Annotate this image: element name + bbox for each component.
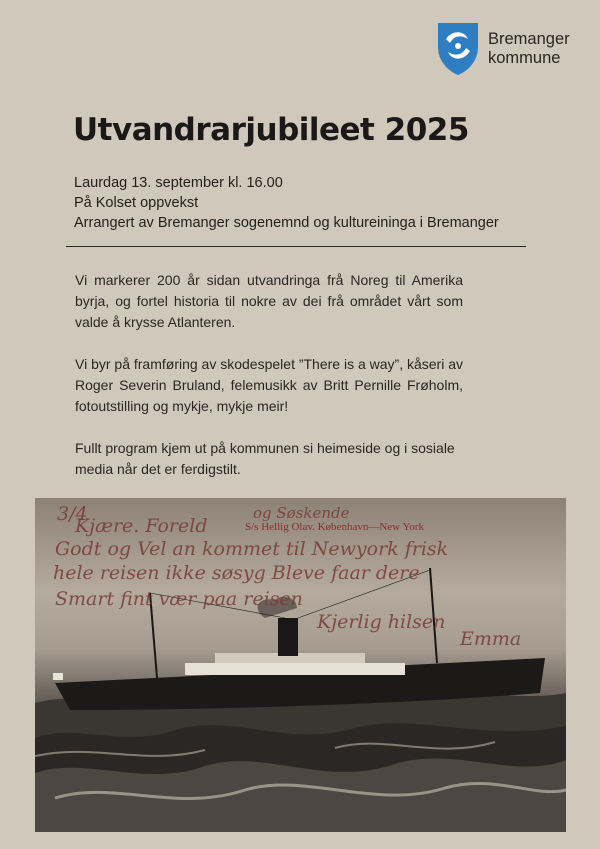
logo-line-1: Bremanger — [488, 30, 570, 48]
body-text — [75, 270, 463, 501]
event-organiser: Arrangert av Bremanger sogenemnd og kultureininga i Bremanger — [74, 215, 499, 231]
handwriting-line: Kjerlig hilsen — [317, 611, 446, 633]
divider — [66, 246, 526, 247]
handwriting-line: Kjære. Foreld — [75, 515, 208, 537]
event-place: På Kolset oppvekst — [74, 195, 199, 211]
event-details — [74, 173, 499, 233]
handwriting-line: 3/4 — [57, 503, 88, 525]
paragraph-info: Fullt program kjem ut på kommunen si heimeside og i sosiale media når det er ferdigstilt. — [75, 440, 455, 477]
page-title: Utvandrarjubileet 2025 — [73, 112, 469, 148]
postcard-caption: S/s Hellig Olav. København—New York — [245, 521, 424, 533]
postcard-photo — [35, 498, 566, 832]
handwriting-line: hele reisen ikke søsyg Bleve faar dere — [53, 562, 420, 584]
handwriting-line: Smart fint vær paa reisen — [55, 588, 303, 610]
municipality-logo[interactable] — [436, 20, 586, 78]
logo-text — [488, 30, 570, 68]
event-date: Laurdag 13. september kl. 16.00 — [74, 175, 283, 191]
handwriting-line: Godt og Vel an kommet til Newyork frisk — [55, 538, 449, 560]
paragraph-intro: Vi markerer 200 år sidan utvandringa frå Noreg til Amerika byrja, og fortel historia til nokre av dei frå området vårt som valde å krysse Atlanteren. — [75, 272, 463, 330]
handwriting-line: Emma — [460, 628, 522, 650]
paragraph-program: Vi byr på framføring av skodespelet ”There is a way”, kåseri av Roger Severin Bruland, felemusikk av Britt Pernille Frøholm, fotoutstilling og mykje, mykje meir! — [75, 356, 464, 414]
coat-of-arms-icon — [436, 21, 480, 77]
handwriting-line: og Søskende — [253, 504, 350, 522]
logo-line-2: kommune — [488, 49, 561, 67]
